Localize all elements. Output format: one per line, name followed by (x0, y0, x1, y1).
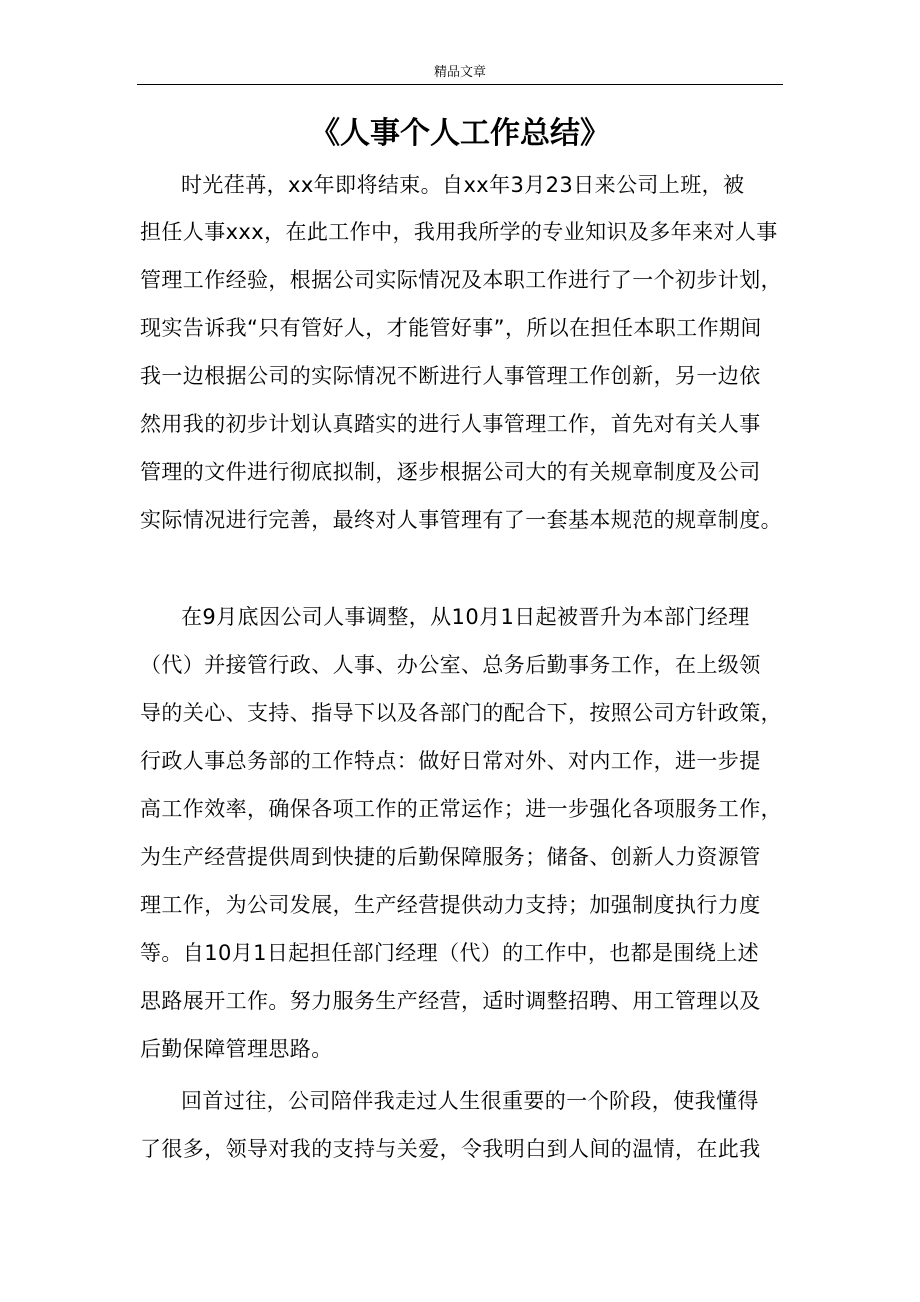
paragraph-line: 然用我的初步计划认真踏实的进行人事管理工作，首先对有关人事 (140, 412, 761, 436)
paragraph-line: 高工作效率，确保各项工作的正常运作；进一步强化各项服务工作， (140, 797, 782, 821)
document-title: 《人事个人工作总结》 (310, 116, 610, 151)
paragraph-line: （代）并接管行政、人事、办公室、总务后勤事务工作，在上级领 (140, 653, 761, 677)
paragraph-line: 在9月底因公司人事调整，从10月1日起被晋升为本部门经理 (181, 605, 750, 629)
paragraph-line: 理工作，为公司发展，生产经营提供动力支持；加强制度执行力度 (140, 893, 761, 917)
paragraph-line: 我一边根据公司的实际情况不断进行人事管理工作创新，另一边依 (140, 364, 761, 388)
paragraph-line: 担任人事xxx，在此工作中，我用我所学的专业知识及多年来对人事 (140, 220, 778, 244)
paragraph-line: 管理工作经验，根据公司实际情况及本职工作进行了一个初步计划， (140, 268, 782, 292)
paragraph-line: 等。自10月1日起担任部门经理（代）的工作中，也都是围绕上述 (140, 941, 760, 965)
paragraph-line: 实际情况进行完善，最终对人事管理有了一套基本规范的规章制度。 (140, 508, 782, 532)
paragraph-line: 为生产经营提供周到快捷的后勤保障服务；储备、创新人力资源管 (140, 845, 761, 869)
paragraph-line: 了很多，领导对我的支持与关爱，令我明白到人间的温情，在此我 (140, 1137, 761, 1161)
paragraph-line: 时光荏苒，xx年即将结束。自xx年3月23日来公司上班，被 (181, 173, 745, 197)
paragraph-line: 现实告诉我“只有管好人，才能管好事”，所以在担任本职工作期间 (140, 316, 762, 340)
paragraph-line: 导的关心、支持、指导下以及各部门的配合下，按照公司方针政策， (140, 701, 782, 725)
paragraph-line: 后勤保障管理思路。 (140, 1037, 333, 1061)
paragraph-line: 回首过往，公司陪伴我走过人生很重要的一个阶段，使我懂得 (181, 1089, 759, 1113)
paragraph-line: 管理的文件进行彻底拟制，逐步根据公司大的有关规章制度及公司 (140, 460, 761, 484)
header-divider (137, 84, 783, 85)
paragraph-line: 思路展开工作。努力服务生产经营，适时调整招聘、用工管理以及 (140, 989, 761, 1013)
paragraph-line: 行政人事总务部的工作特点：做好日常对外、对内工作，进一步提 (140, 749, 761, 773)
page-header-label: 精品文章 (433, 65, 486, 80)
